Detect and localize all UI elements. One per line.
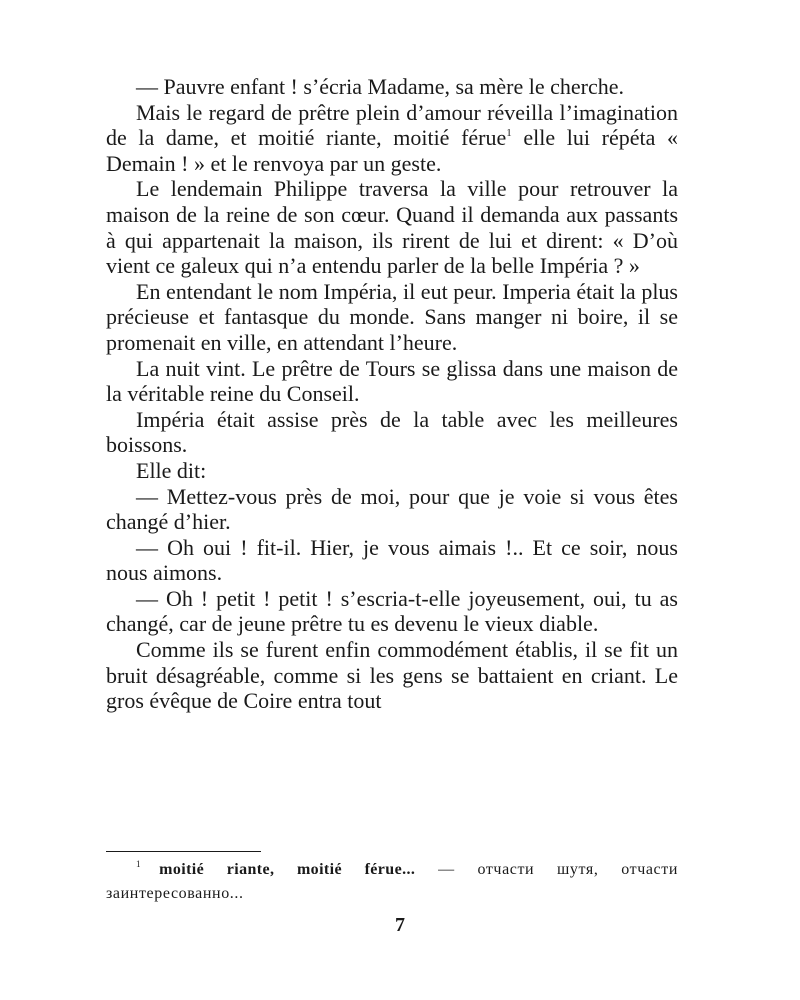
footnote-divider <box>106 851 261 852</box>
main-text <box>106 74 678 714</box>
paragraph-6: Impéria était assise près de la table avec les meilleures boissons. <box>106 406 678 458</box>
footnote-marker: 1 <box>136 859 142 869</box>
paragraph-5: La nuit vint. Le prêtre de Tours se glissa dans une maison de la véritable reine du Conseil. <box>106 355 678 407</box>
footnote-reference[interactable]: 1 <box>506 127 512 140</box>
page-number: 7 <box>395 914 405 936</box>
paragraph-11: Comme ils se furent enfin commodément établis, il se fit un bruit désagréable, comme si les gens se battaient en criant. Le gros évêque de Coire entra tout <box>106 637 678 714</box>
footnote <box>106 858 678 906</box>
paragraph-3: Le lendemain Philippe traversa la ville pour retrouver la maison de la reine de son cœur. Quand il demanda aux passants à qui appartenait la maison, ils rirent de lui et dirent: « D’où vient ce galeux qui n’a entendu parler de la belle Impéria ? » <box>106 176 678 279</box>
footnote-term: moitié riante, moitié férue... <box>159 861 416 878</box>
paragraph-9: — Oh oui ! fit-il. Hier, je vous aimais !.. Et ce soir, nous nous aimons. <box>106 534 678 586</box>
paragraph-2 <box>106 100 678 177</box>
paragraph-10: — Oh ! petit ! petit ! s’escria-t-elle joyeusement, oui, tu as changé, car de jeune prêtre tu es devenu le vieux diable. <box>106 585 678 637</box>
paragraph-2-text: Mais le regard de prêtre plein d’amour réveilla l’imagination de la dame, et moitié riante, moitié férue <box>106 99 678 151</box>
paragraph-2-continuation: elle lui répéta « Demain ! » et le renvoya par un geste. <box>106 125 678 176</box>
paragraph-1: — Pauvre enfant ! s’écria Madame, sa mère le cherche. <box>136 74 625 99</box>
paragraph-7: Elle dit: <box>136 457 207 483</box>
paragraph-8: — Mettez-vous près de moi, pour que je voie si vous êtes changé d’hier. <box>106 483 678 535</box>
footnote-translation: — отчасти шутя, отчасти заинтересованно... <box>106 861 678 902</box>
paragraph-4: En entendant le nom Impéria, il eut peur. Imperia était la plus précieuse et fantasque du monde. Sans manger ni boire, il se promenait en ville, en attendant l’heure. <box>106 278 678 355</box>
